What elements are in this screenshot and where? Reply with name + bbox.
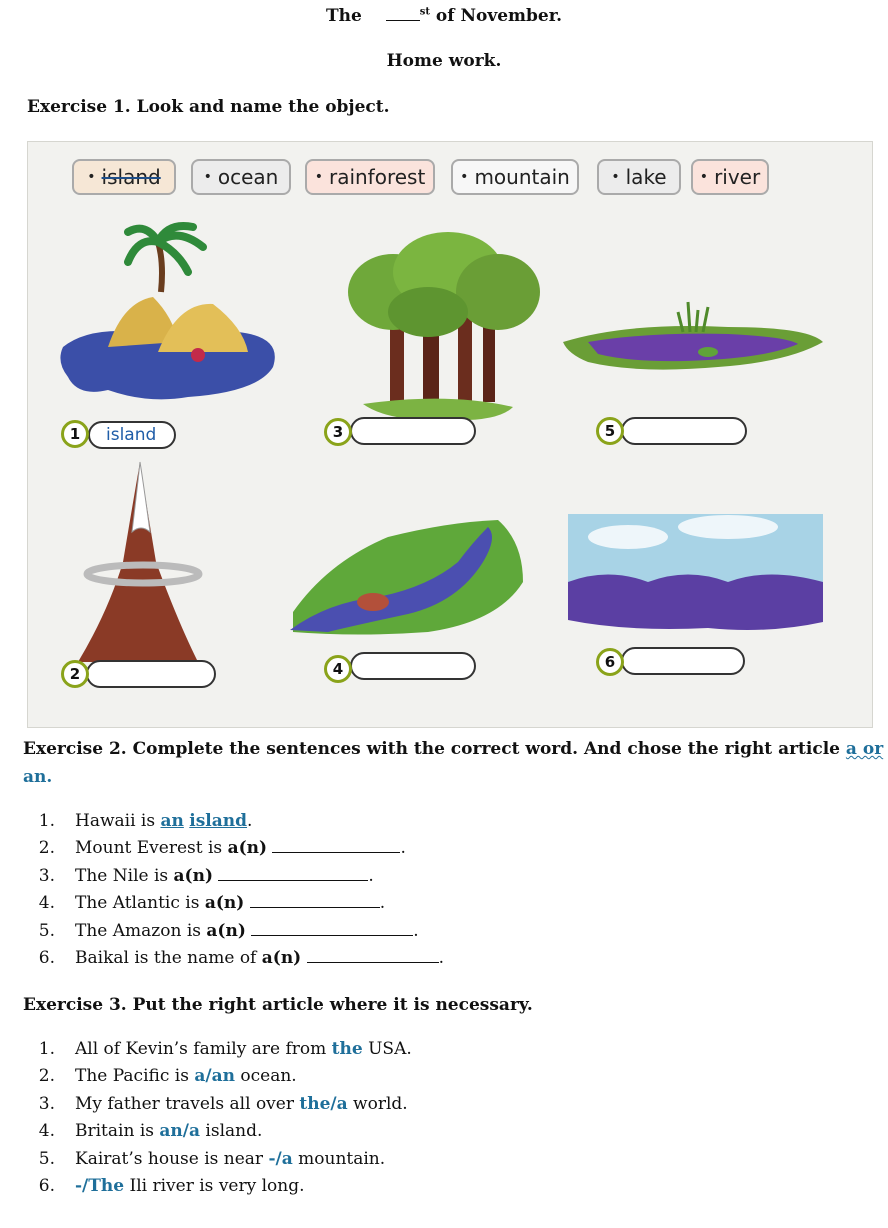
exercise3-item-2: 2. The Pacific is a/an ocean. [38,1066,297,1087]
number-circle-4: 4 [324,655,352,683]
blank-2[interactable] [272,836,400,853]
exercise3-item-1: 1. All of Kevin’s family are from the USA. [38,1039,412,1059]
rainforest-illustration [348,232,540,420]
lake-illustration [563,302,823,370]
date-blank[interactable] [386,6,420,21]
number-circle-5: 5 [596,417,624,445]
number-circle-6: 6 [596,648,624,676]
blank-5[interactable] [251,919,413,936]
exercise2-item-4: 4. The Atlantic is a(n) . [38,893,386,914]
exercise3-item-6: 6. -/The Ili river is very long. [38,1175,305,1196]
number-circle-3: 3 [324,418,352,446]
date-rest: of November. [429,6,563,26]
exercise3-item-4: 4. Britain is an/a island. [38,1121,263,1142]
exercise2-title: Exercise 2. Complete the sentences with the correct word. And chose the right article a or [23,739,884,759]
word-tag-mountain: • mountain [451,159,579,195]
exercise1-picture-panel [27,141,873,728]
exercise3-title: Exercise 3. Put the right article where it is necessary. [23,995,533,1015]
answer-box-6[interactable] [621,647,745,675]
blank-3[interactable] [218,864,368,881]
mountain-illustration [78,462,199,662]
exercise3-item-3: 3. My father travels all over the/a world. [38,1093,408,1114]
exercise2-item-5: 5. The Amazon is a(n) . [38,920,419,941]
homework-title: Home work. [386,51,502,71]
answer-box-4[interactable] [350,652,476,680]
date-line [0,6,888,26]
article-hint-an: an [23,767,47,787]
exercise2-item-2: 2. Mount Everest is a(n) . [38,838,406,859]
answer-box-5[interactable] [621,417,747,445]
word-tag-rainforest: • rainforest [305,159,435,195]
word-tag-island: • island [72,159,176,195]
blank-4[interactable] [250,891,380,908]
island-illustration [60,226,274,399]
exercise3-list [23,1036,412,1200]
word-tag-lake: • lake [597,159,681,195]
ocean-illustration [568,514,823,630]
river-illustration [290,520,523,635]
blank-6[interactable] [307,946,439,963]
date-sup: st [419,6,430,18]
number-circle-2: 2 [61,660,89,688]
number-circle-1: 1 [61,420,89,448]
word-tag-ocean: • ocean [191,159,291,195]
exercise2-item-6: 6. Baikal is the name of a(n) . [38,947,445,968]
answer-box-2[interactable] [86,660,216,688]
exercise2-title-cont: an. [23,767,53,787]
word-tag-river: • river [691,159,769,195]
date-prefix: The [325,6,362,26]
answer-box-3[interactable] [350,417,476,445]
exercise2-list [23,808,444,972]
exercise1-title: Exercise 1. Look and name the object. [27,97,390,117]
exercise2-item-1: 1. Hawaii is an island. [38,811,253,831]
exercise2-item-3: 3. The Nile is a(n) . [38,865,374,886]
article-hint-a-or: a or [845,739,884,759]
exercise3-item-5: 5. Kairat’s house is near -/a mountain. [38,1148,386,1169]
answer-box-1[interactable]: island [88,421,176,449]
